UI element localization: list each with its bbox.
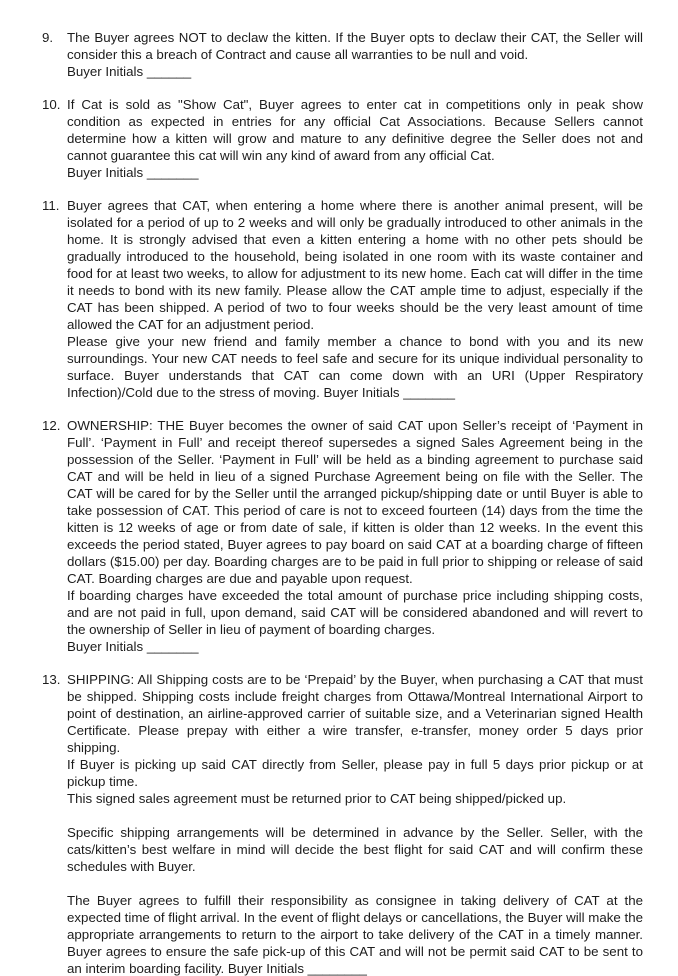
- paragraph: The Buyer agrees NOT to declaw the kitten. If the Buyer opts to declaw their CAT, the Seller will consider this a breach of Contract and cause all warranties to be null and void.: [67, 30, 643, 62]
- paragraph: If Cat is sold as "Show Cat", Buyer agrees to enter cat in competitions only in peak show condition as expected in entries for any official Cat Associations. Because Sellers cannot determine how a kitten will grow and mature to any definitive degree the Seller does not and cannot guarantee this cat will win any kind of award from any official Cat.: [67, 97, 643, 163]
- item-number: 13.: [42, 672, 61, 687]
- item-number: 12.: [42, 418, 61, 433]
- buyer-initials-line: Buyer Initials _______: [67, 639, 199, 654]
- item-number: 10.: [42, 97, 61, 112]
- buyer-initials-line: Buyer Initials _______: [67, 165, 199, 180]
- list-item-12: [42, 417, 643, 655]
- item-body: [67, 197, 643, 401]
- item-body: [67, 671, 643, 976]
- paragraph: Buyer agrees that CAT, when entering a home where there is another animal present, will be isolated for a period of up to 2 weeks and will only be gradually introduced to other animals in the home. It is strongly advised that even a kitten entering a home with no other pets should be gradually introduced to the household, being isolated in one room with its waste container and food for at least two weeks, to allow for adjustment to its new home. Each cat will differ in the time it needs to bond with its new family. Please allow the CAT ample time to adjust, especially if the CAT has been shipped. A period of two to four weeks should be the very least amount of time allowed the CAT for an adjustment period.: [67, 198, 643, 332]
- paragraph: The Buyer agrees to fulfill their responsibility as consignee in taking delivery of CAT at the expected time of flight arrival. In the event of flight delays or cancellations, the Buyer will make the appropriate arrangements to return to the airport to take delivery of the CAT in a timely manner. Buyer agrees to ensure the safe pick-up of this CAT and will not be permit said CAT to be sent to an interim boarding facility. Buyer Initials ________: [67, 893, 643, 976]
- item-body: [67, 417, 643, 655]
- paragraph: Please give your new friend and family member a chance to bond with you and its new surroundings. Your new CAT needs to feel safe and secure for its unique individual personality to surface. Buyer understands that CAT can come down with an URI (Upper Respiratory Infection)/Cold due to the stress of moving. Buyer Initials _______: [67, 334, 643, 400]
- list-item-13: [42, 671, 643, 976]
- list-item-10: [42, 96, 643, 181]
- paragraph: Specific shipping arrangements will be determined in advance by the Seller. Seller, with the cats/kitten’s best welfare in mind will decide the best flight for said CAT and will confirm these schedules with Buyer.: [67, 825, 643, 874]
- item-number: 9.: [42, 30, 54, 45]
- paragraph: If boarding charges have exceeded the total amount of purchase price including shipping costs, and are not paid in full, upon demand, said CAT will be considered abandoned and will revert to the ownership of Seller in lieu of payment of boarding charges.: [67, 588, 643, 637]
- paragraph: SHIPPING: All Shipping costs are to be ‘Prepaid’ by the Buyer, when purchasing a CAT that must be shipped. Shipping costs include freight charges from Ottawa/Montreal International Airport to point of destination, an airline-approved carrier of suitable size, and a Veterinarian signed Health Certificate. Please prepay with either a wire transfer, e-transfer, money order 5 days prior shipping.: [67, 672, 643, 755]
- list-item-11: [42, 197, 643, 401]
- buyer-initials-line: Buyer Initials ______: [67, 64, 192, 79]
- item-number: 11.: [42, 198, 60, 213]
- paragraph: This signed sales agreement must be returned prior to CAT being shipped/picked up.: [67, 791, 567, 806]
- list-item-9: [42, 29, 643, 80]
- paragraph: If Buyer is picking up said CAT directly from Seller, please pay in full 5 days prior pickup or at pickup time.: [67, 757, 643, 789]
- item-body: [67, 29, 643, 80]
- item-body: [67, 96, 643, 181]
- paragraph: OWNERSHIP: THE Buyer becomes the owner of said CAT upon Seller’s receipt of ‘Payment in Full’. ‘Payment in Full’ and receipt thereof supersedes a signed Sales Agreement being in the possession of the Seller. ‘Payment in Full’ will be held as a binding agreement to purchase said CAT and will be held in lieu of a signed Purchase Agreement being on file with the Seller. The CAT will be cared for by the Seller until the arranged pickup/shipping date or until Buyer is able to take possession of CAT. This period of care is not to exceed fourteen (14) days from the time the kitten is 12 weeks of age or from date of sale, if kitten is older than 12 weeks. In the event this exceeds the period stated, Buyer agrees to pay board on said CAT at a boarding charge of fifteen dollars ($15.00) per day. Boarding charges are to be paid in full prior to shipping or release of said CAT. Boarding charges are due and payable upon request.: [67, 418, 643, 586]
